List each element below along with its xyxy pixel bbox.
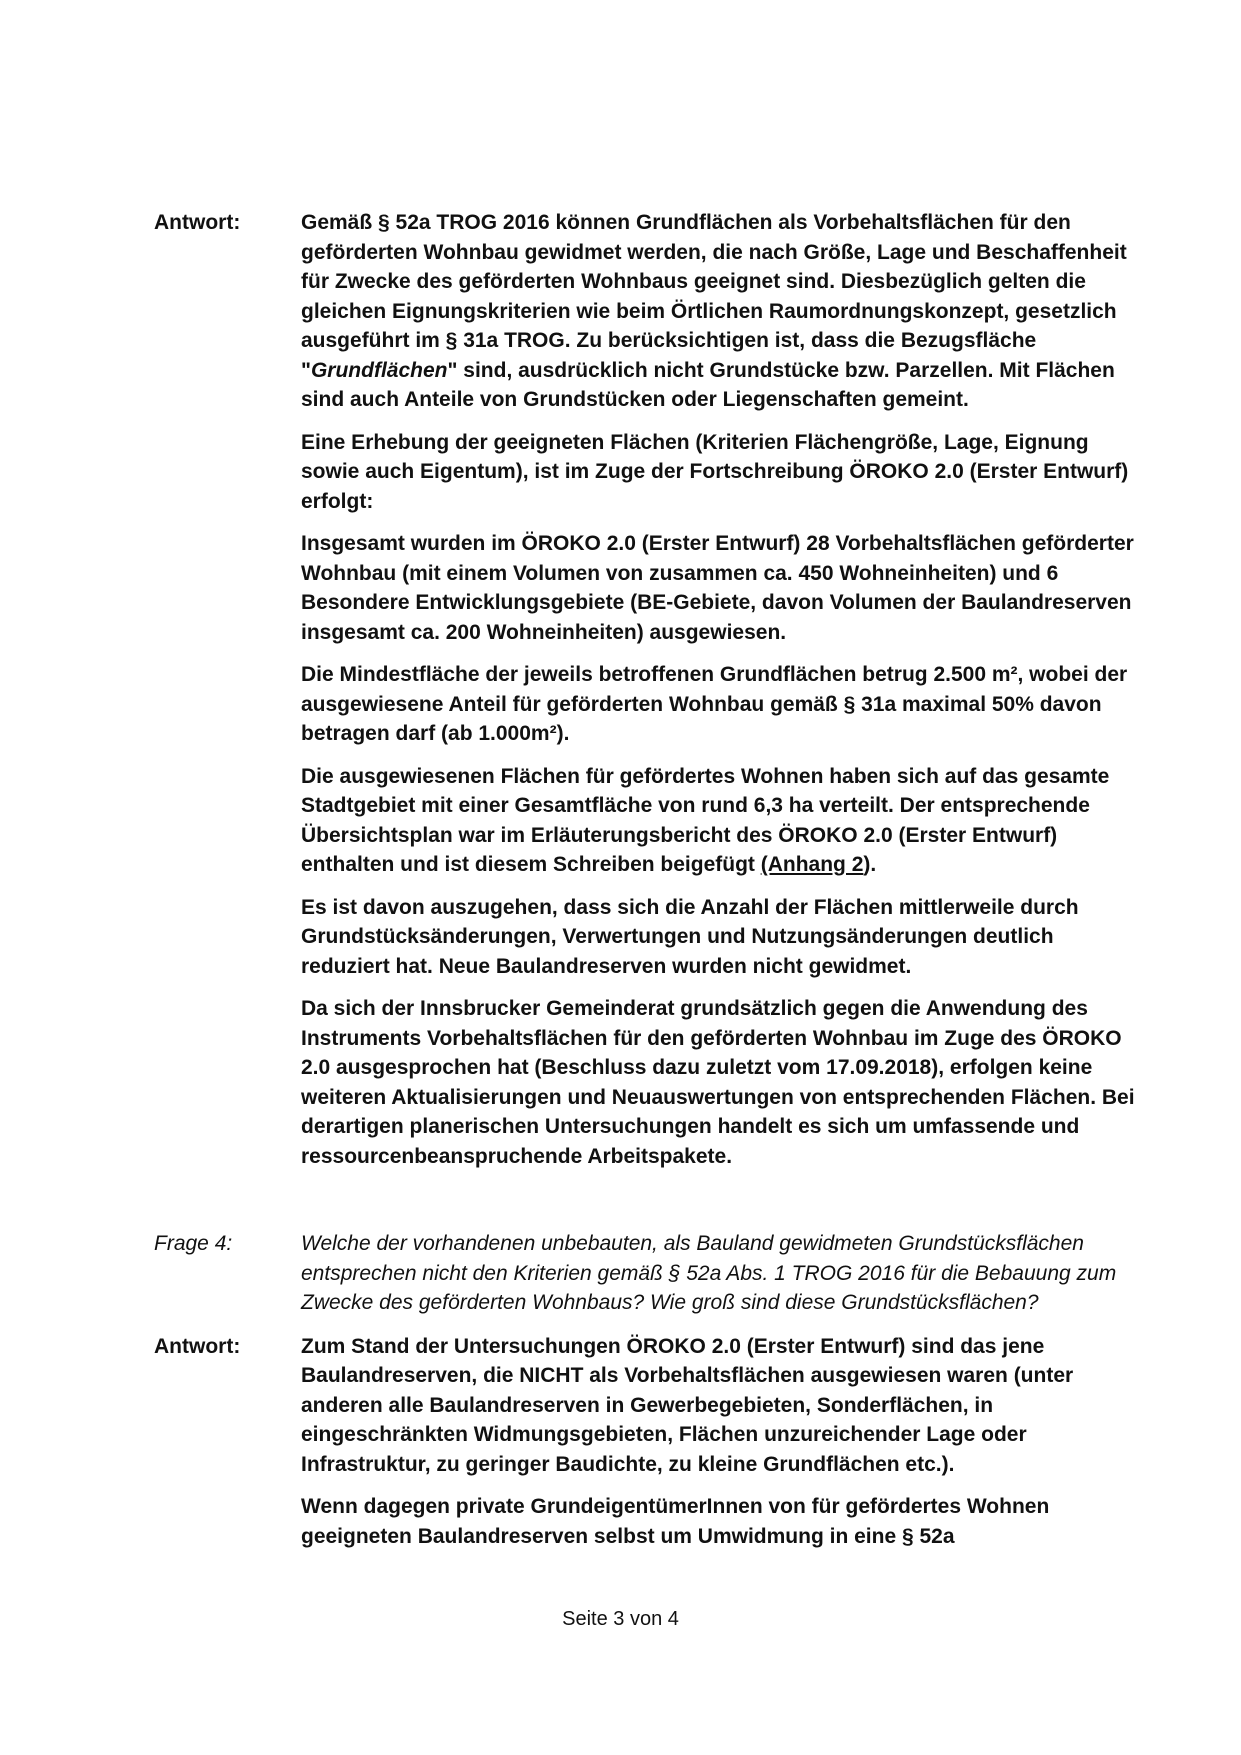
answer-paragraph-text: ). bbox=[863, 853, 877, 876]
answer-label: Antwort: bbox=[154, 1334, 241, 1358]
question-label: Frage 4: bbox=[154, 1232, 233, 1255]
answer-paragraph-text: Die ausgewiesenen Flächen für gefördertes Wohnen haben sich auf das gesamte Stadtgebiet mit einer Gesamtfläche von rund 6,3 ha verteilt. Der entsprechende Übersichtsplan war im Erläuterungsbericht des ÖROKO 2.0 (Erster Entwurf) enthalten und ist diesem Schreiben beigefügt bbox=[301, 764, 1110, 876]
document-content bbox=[154, 208, 1144, 1565]
section-spacer bbox=[154, 1185, 1144, 1229]
answer-paragraph: Die Mindestfläche der jeweils betroffenen Grundflächen betrug 2.500 m², wobei der ausgewiesene Anteil für geförderten Wohnbau gemäß § 31a maximal 50% davon betragen darf (ab 1.000m²). bbox=[301, 663, 1128, 745]
question-4-block bbox=[154, 1229, 1144, 1318]
answer-text bbox=[301, 1332, 1144, 1552]
page-number-footer: Seite 3 von 4 bbox=[562, 1608, 679, 1630]
answer-paragraph-text: " sind, ausdrücklich nicht Grundstücke bzw. Parzellen. Mit Flächen sind auch Anteile von Grundstücken oder Liegenschaften gemeint. bbox=[301, 358, 1115, 411]
answer-paragraph bbox=[301, 208, 1144, 415]
emphasized-term: Grundflächen bbox=[310, 358, 448, 382]
answer-4-block bbox=[154, 1332, 1144, 1552]
question-text bbox=[301, 1229, 1144, 1318]
answer-paragraph: Insgesamt wurden im ÖROKO 2.0 (Erster Entwurf) 28 Vorbehaltsflächen geförderter Wohnbau (mit einem Volumen von zusammen ca. 450 Wohneinheiten) und 6 Besondere Entwicklungsgebiete (BE-Gebiete, davon Volumen der Baulandreserven insgesamt ca. 200 Wohneinheiten) ausgewiesen. bbox=[301, 532, 1134, 644]
answer-paragraph-text: Gemäß § 52a TROG 2016 können Grundflächen als Vorbehaltsflächen für den geförderten Wohnbau gewidmet werden, die nach Größe, Lage und Beschaffenheit für Zwecke des geförderten Wohnbaus geeignet sind. Diesbezüglich gelten die gleichen Eignungskriterien wie beim Örtlichen Raumordnungskonzept, gesetzlich ausgeführt im § 31a TROG. Zu berücksichtigen ist, dass die Bezugsfläche " bbox=[301, 211, 1127, 382]
appendix-reference: (Anhang 2 bbox=[760, 853, 864, 876]
answer-paragraph: Wenn dagegen private GrundeigentümerInnen von für gefördertes Wohnen geeigneten Baulandreserven selbst um Umwidmung in eine § 52a bbox=[301, 1495, 1050, 1548]
answer-paragraph: Da sich der Innsbrucker Gemeinderat grundsätzlich gegen die Anwendung des Instruments Vorbehaltsflächen für den geförderten Wohnbau im Zuge des ÖROKO 2.0 ausgesprochen hat (Beschluss dazu zuletzt vom 17.09.2018), erfolgen keine weiteren Aktualisierungen und Neuauswertungen von entsprechenden Flächen. Bei derartigen planerischen Untersuchungen handelt es sich um umfassende und ressourcenbeanspruchende Arbeitspakete. bbox=[301, 997, 1135, 1168]
answer-label: Antwort: bbox=[154, 211, 241, 234]
answer-paragraph: Eine Erhebung der geeigneten Flächen (Kriterien Flächengröße, Lage, Eignung sowie auch Eigentum), ist im Zuge der Fortschreibung ÖROKO 2.0 (Erster Entwurf) erfolgt: bbox=[301, 430, 1129, 513]
answer-text bbox=[301, 208, 1144, 1171]
answer-paragraph: Zum Stand der Untersuchungen ÖROKO 2.0 (Erster Entwurf) sind das jene Baulandreserven, die NICHT als Vorbehaltsflächen ausgewiesen waren (unter anderen alle Baulandreserven in Gewerbegebieten, Sonderflächen, in eingeschränkten Widmungsgebieten, Flächen unzureichender Lage oder Infrastruktur, zu geringer Baudichte, zu kleine Grundflächen etc.). bbox=[301, 1334, 1074, 1476]
question-paragraph: Welche der vorhandenen unbebauten, als Bauland gewidmeten Grundstücksflächen entsprechen nicht den Kriterien gemäß § 52a Abs. 1 TROG 2016 für die Bebauung zum Zwecke des geförderten Wohnbaus? Wie groß sind diese Grundstücksflächen? bbox=[301, 1232, 1117, 1314]
answer-paragraph: Es ist davon auszugehen, dass sich die Anzahl der Flächen mittlerweile durch Grundstücksänderungen, Verwertungen und Nutzungsänderungen deutlich reduziert hat. Neue Baulandreserven wurden nicht gewidmet. bbox=[301, 895, 1079, 978]
answer-paragraph bbox=[301, 762, 1144, 880]
answer-3-block bbox=[154, 208, 1144, 1171]
